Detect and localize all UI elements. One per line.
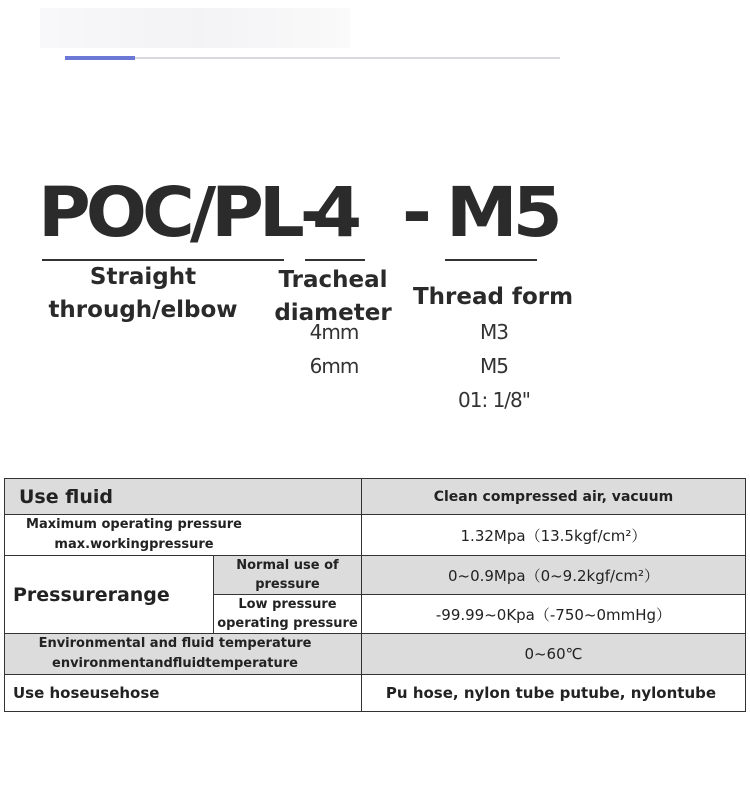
diameter-option: 6mm: [309, 354, 359, 378]
pressure-range-label: Pressurerange: [5, 556, 214, 634]
low-pressure-value: -99.99~0Kpa（-750~0mmHg）: [361, 595, 745, 634]
hose-label: Use hoseusehose: [5, 675, 362, 712]
thread-option: M5: [480, 354, 508, 378]
max-pressure-label-line1: Maximum operating pressure: [26, 517, 242, 532]
model-series-code: POC/PL-: [38, 172, 325, 253]
divider-line: [65, 57, 560, 59]
env-temp-label-line2: environmentandfluidtemperature: [52, 656, 298, 671]
use-fluid-label: Use fluid: [5, 479, 362, 515]
normal-use-label-line1: Normal use of: [236, 558, 339, 573]
spec-table: [4, 478, 746, 712]
low-pressure-label-line2: operating pressure: [217, 616, 358, 631]
table-row: [5, 634, 746, 675]
diameter-label-line1: Tracheal: [278, 267, 388, 293]
thread-option: 01: 1/8": [458, 388, 530, 412]
hose-value: Pu hose, nylon tube putube, nylontube: [361, 675, 745, 712]
env-temp-label: [5, 634, 362, 675]
table-row: [5, 556, 746, 595]
thread-label: Thread form: [412, 284, 574, 310]
model-separator: -: [402, 172, 427, 253]
normal-use-label-line2: pressure: [255, 577, 320, 592]
max-pressure-label: [5, 515, 362, 556]
divider-accent: [65, 56, 135, 60]
series-label-line2: through/elbow: [48, 297, 238, 323]
max-pressure-value: 1.32Mpa（13.5kgf/cm²）: [361, 515, 745, 556]
env-temp-label-line1: Environmental and fluid temperature: [38, 636, 312, 651]
diameter-option: 4mm: [309, 320, 359, 344]
table-row: [5, 515, 746, 556]
table-row: [5, 675, 746, 712]
low-pressure-label-line1: Low pressure: [238, 597, 337, 612]
low-pressure-label: [213, 595, 361, 634]
series-label-line1: Straight: [89, 264, 197, 290]
table-row: [5, 479, 746, 515]
thread-underline: [445, 259, 537, 261]
max-pressure-label-line2: max.workingpressure: [54, 537, 214, 552]
diameter-label-line2: diameter: [274, 300, 392, 326]
normal-use-label: [213, 556, 361, 595]
thread-option: M3: [480, 320, 508, 344]
diameter-underline: [305, 259, 365, 261]
use-fluid-value: Clean compressed air, vacuum: [361, 479, 745, 515]
model-diameter-code: 4: [312, 172, 358, 253]
series-label: [40, 261, 246, 327]
env-temp-value: 0~60℃: [361, 634, 745, 675]
header-fade: [40, 8, 350, 48]
model-thread-code: M5: [446, 172, 558, 253]
normal-use-value: 0~0.9Mpa（0~9.2kgf/cm²）: [361, 556, 745, 595]
